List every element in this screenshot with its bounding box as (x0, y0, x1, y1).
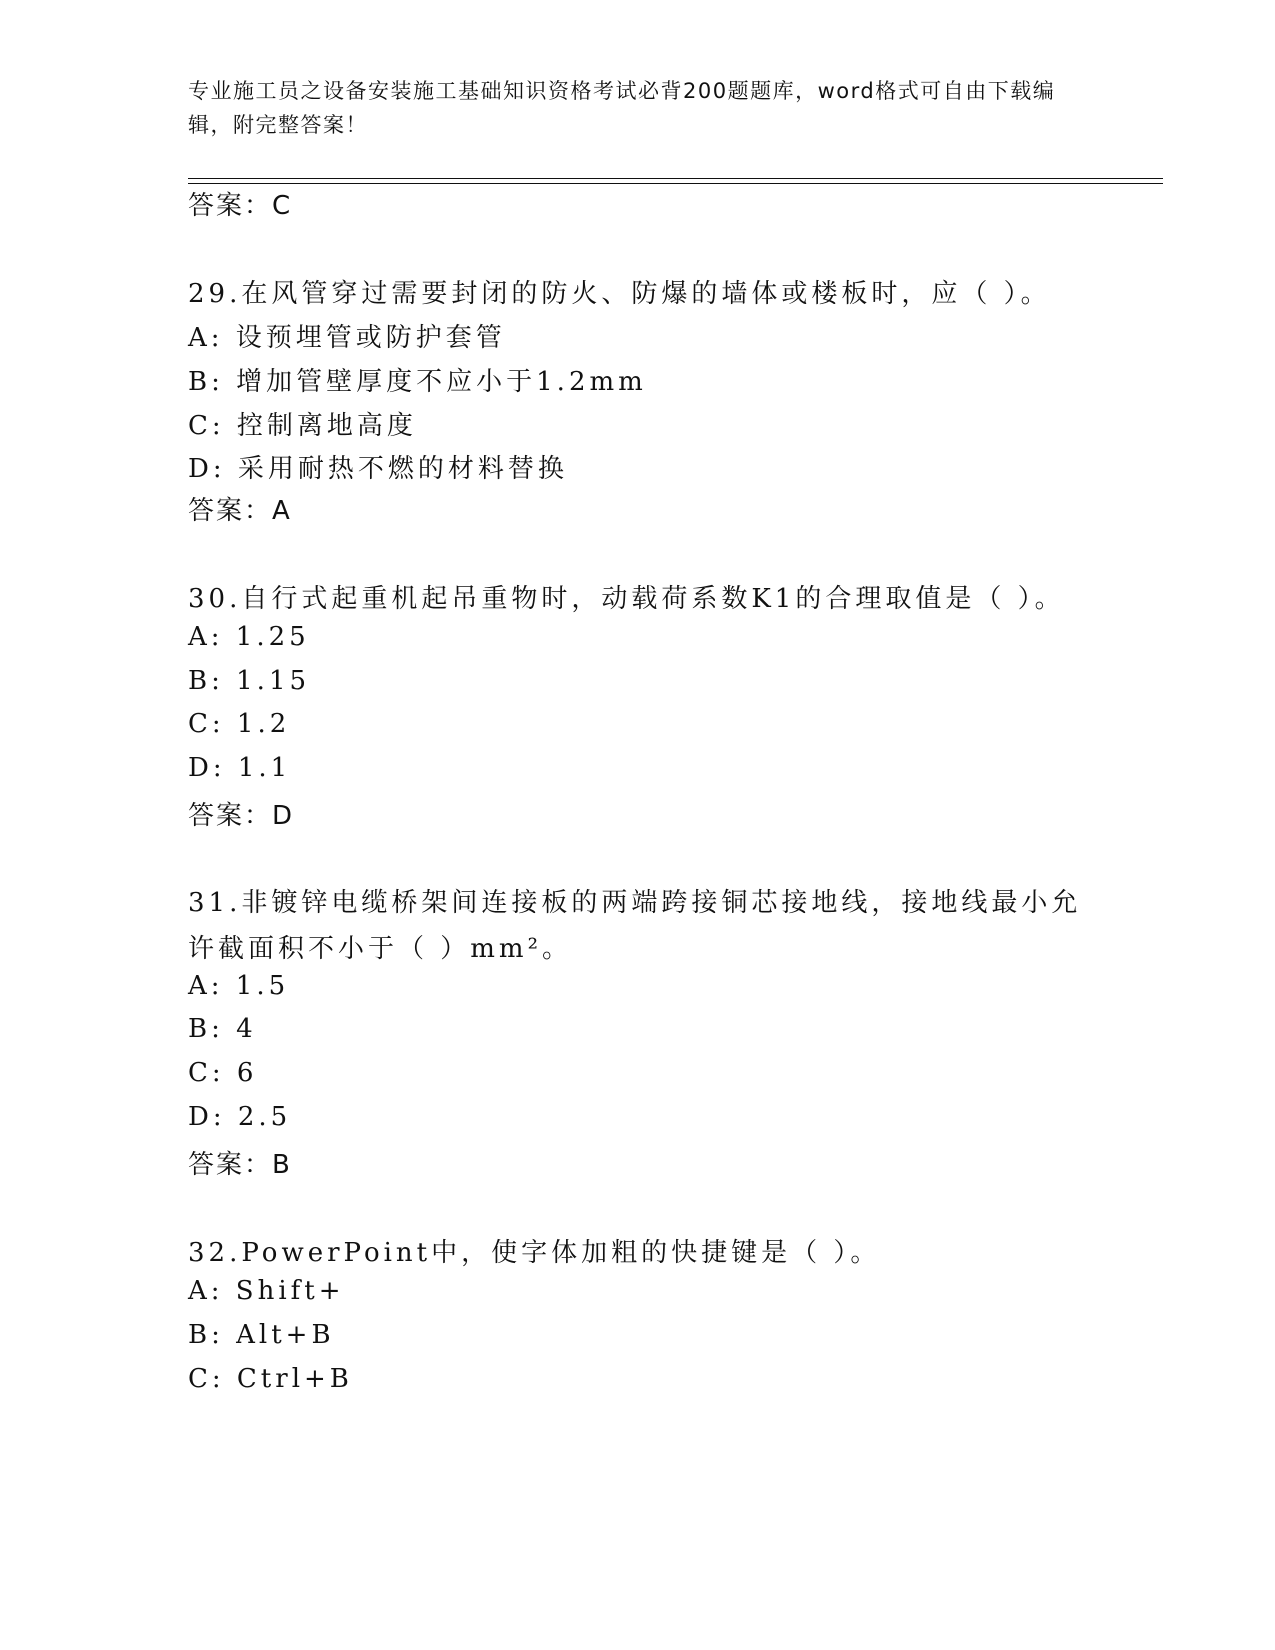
option-b: B: 增加管壁厚度不应小于1.2mm (188, 367, 647, 397)
option-d: D: 2.5 (188, 1102, 292, 1132)
header-divider-top (188, 178, 1163, 179)
answer-line: 答案：B (188, 1150, 292, 1180)
option-a: A: 1.25 (188, 622, 310, 652)
option-b: B: 4 (188, 1014, 257, 1044)
question-text: 30.自行式起重机起吊重物时，动载荷系数K1的合理取值是（ ）。 (188, 584, 1065, 614)
answer-line: 答案：C (188, 191, 293, 221)
answer-line: 答案：A (188, 496, 292, 526)
option-c: C: 控制离地高度 (188, 411, 417, 441)
header-divider-bottom (188, 183, 1163, 184)
answer-line: 答案：D (188, 801, 295, 831)
option-a: A: 设预埋管或防护套管 (188, 323, 506, 353)
option-c: C: 6 (188, 1058, 258, 1088)
option-d: D: 1.1 (188, 753, 292, 783)
option-d: D: 采用耐热不燃的材料替换 (188, 454, 568, 484)
option-a: A: 1.5 (188, 971, 290, 1001)
option-b: B: 1.15 (188, 666, 311, 696)
option-b: B: Alt+B (188, 1320, 335, 1350)
document-header: 专业施工员之设备安装施工基础知识资格考试必背200题题库，word格式可自由下载编辑，附完整答案！ (188, 79, 1056, 137)
question-text: 29.在风管穿过需要封闭的防火、防爆的墙体或楼板时，应（ ）。 (188, 279, 1051, 309)
option-c: C: 1.2 (188, 709, 291, 739)
option-c: C: Ctrl+B (188, 1364, 353, 1394)
option-a: A: Shift+ (188, 1276, 345, 1306)
question-text: 32.PowerPoint中，使字体加粗的快捷键是（ ）。 (188, 1238, 881, 1268)
question-text: 31.非镀锌电缆桥架间连接板的两端跨接铜芯接地线，接地线最小允许截面积不小于（ ）mm²。 (188, 888, 1082, 964)
